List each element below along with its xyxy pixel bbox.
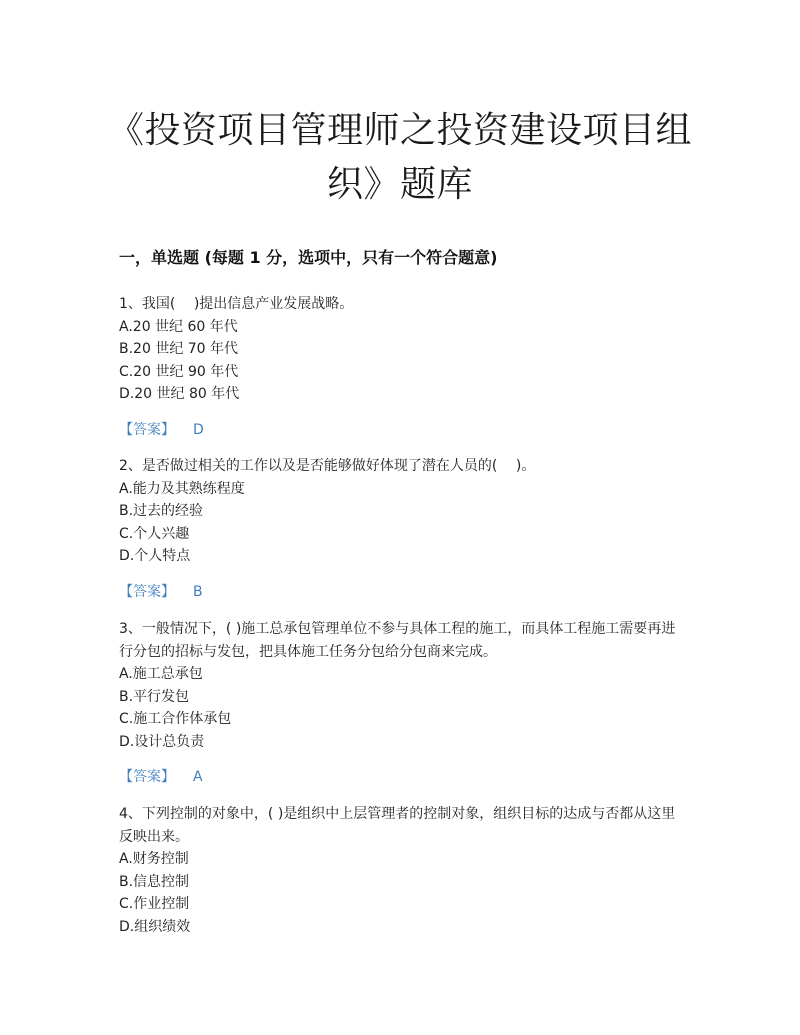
option-b: B.平行发包 xyxy=(119,688,190,705)
title-line-2: 织》题库 xyxy=(326,164,473,205)
option-c: C.20 世纪 90 年代 xyxy=(119,363,239,380)
question-stem: 1、我国( )提出信息产业发展战略。 xyxy=(119,296,354,312)
question-1 xyxy=(119,293,679,406)
section-heading: 一，单选题 (每题 1 分，选项中，只有一个符合题意) xyxy=(119,248,498,267)
question-stem: 4、下列控制的对象中，( )是组织中上层管理者的控制对象，组织目标的达成与否都从这里反映出来。 xyxy=(119,806,676,845)
option-d: D.设计总负责 xyxy=(119,733,205,750)
answer-label: 【答案】 xyxy=(119,584,175,600)
question-2 xyxy=(119,455,679,568)
answer-value: D xyxy=(193,422,204,438)
option-d: D.个人特点 xyxy=(119,548,191,564)
question-stem: 3、一般情况下，( )施工总承包管理单位不参与具体工程的施工，而具体工程施工需要再进行分包的招标与发包，把具体施工任务分包给分包商来完成。 xyxy=(119,621,676,660)
option-b: B.20 世纪 70 年代 xyxy=(119,341,239,357)
answer-3 xyxy=(119,765,203,789)
option-b: B.信息控制 xyxy=(119,873,190,890)
option-a: A.能力及其熟练程度 xyxy=(119,480,245,497)
option-d: D.20 世纪 80 年代 xyxy=(119,386,240,402)
answer-label: 【答案】 xyxy=(119,422,175,438)
question-3 xyxy=(119,618,679,753)
option-a: A.20 世纪 60 年代 xyxy=(119,318,238,335)
answer-value: A xyxy=(193,769,203,785)
answer-label: 【答案】 xyxy=(119,769,175,785)
option-c: C.作业控制 xyxy=(119,896,190,912)
question-stem: 2、是否做过相关的工作以及是否能够做好体现了潜在人员的( )。 xyxy=(119,458,536,474)
option-c: C.施工合作体承包 xyxy=(119,711,232,727)
option-c: C.个人兴趣 xyxy=(119,525,190,542)
question-4 xyxy=(119,803,679,938)
option-d: D.组织绩效 xyxy=(119,918,191,935)
title-line-1: 《投资项目管理师之投资建设项目组 xyxy=(107,110,692,151)
option-a: A.施工总承包 xyxy=(119,666,203,682)
option-a: A.财务控制 xyxy=(119,851,189,867)
option-b: B.过去的经验 xyxy=(119,503,204,519)
answer-1 xyxy=(119,418,204,442)
document-title xyxy=(100,104,700,212)
answer-2 xyxy=(119,580,203,604)
answer-value: B xyxy=(193,584,203,600)
